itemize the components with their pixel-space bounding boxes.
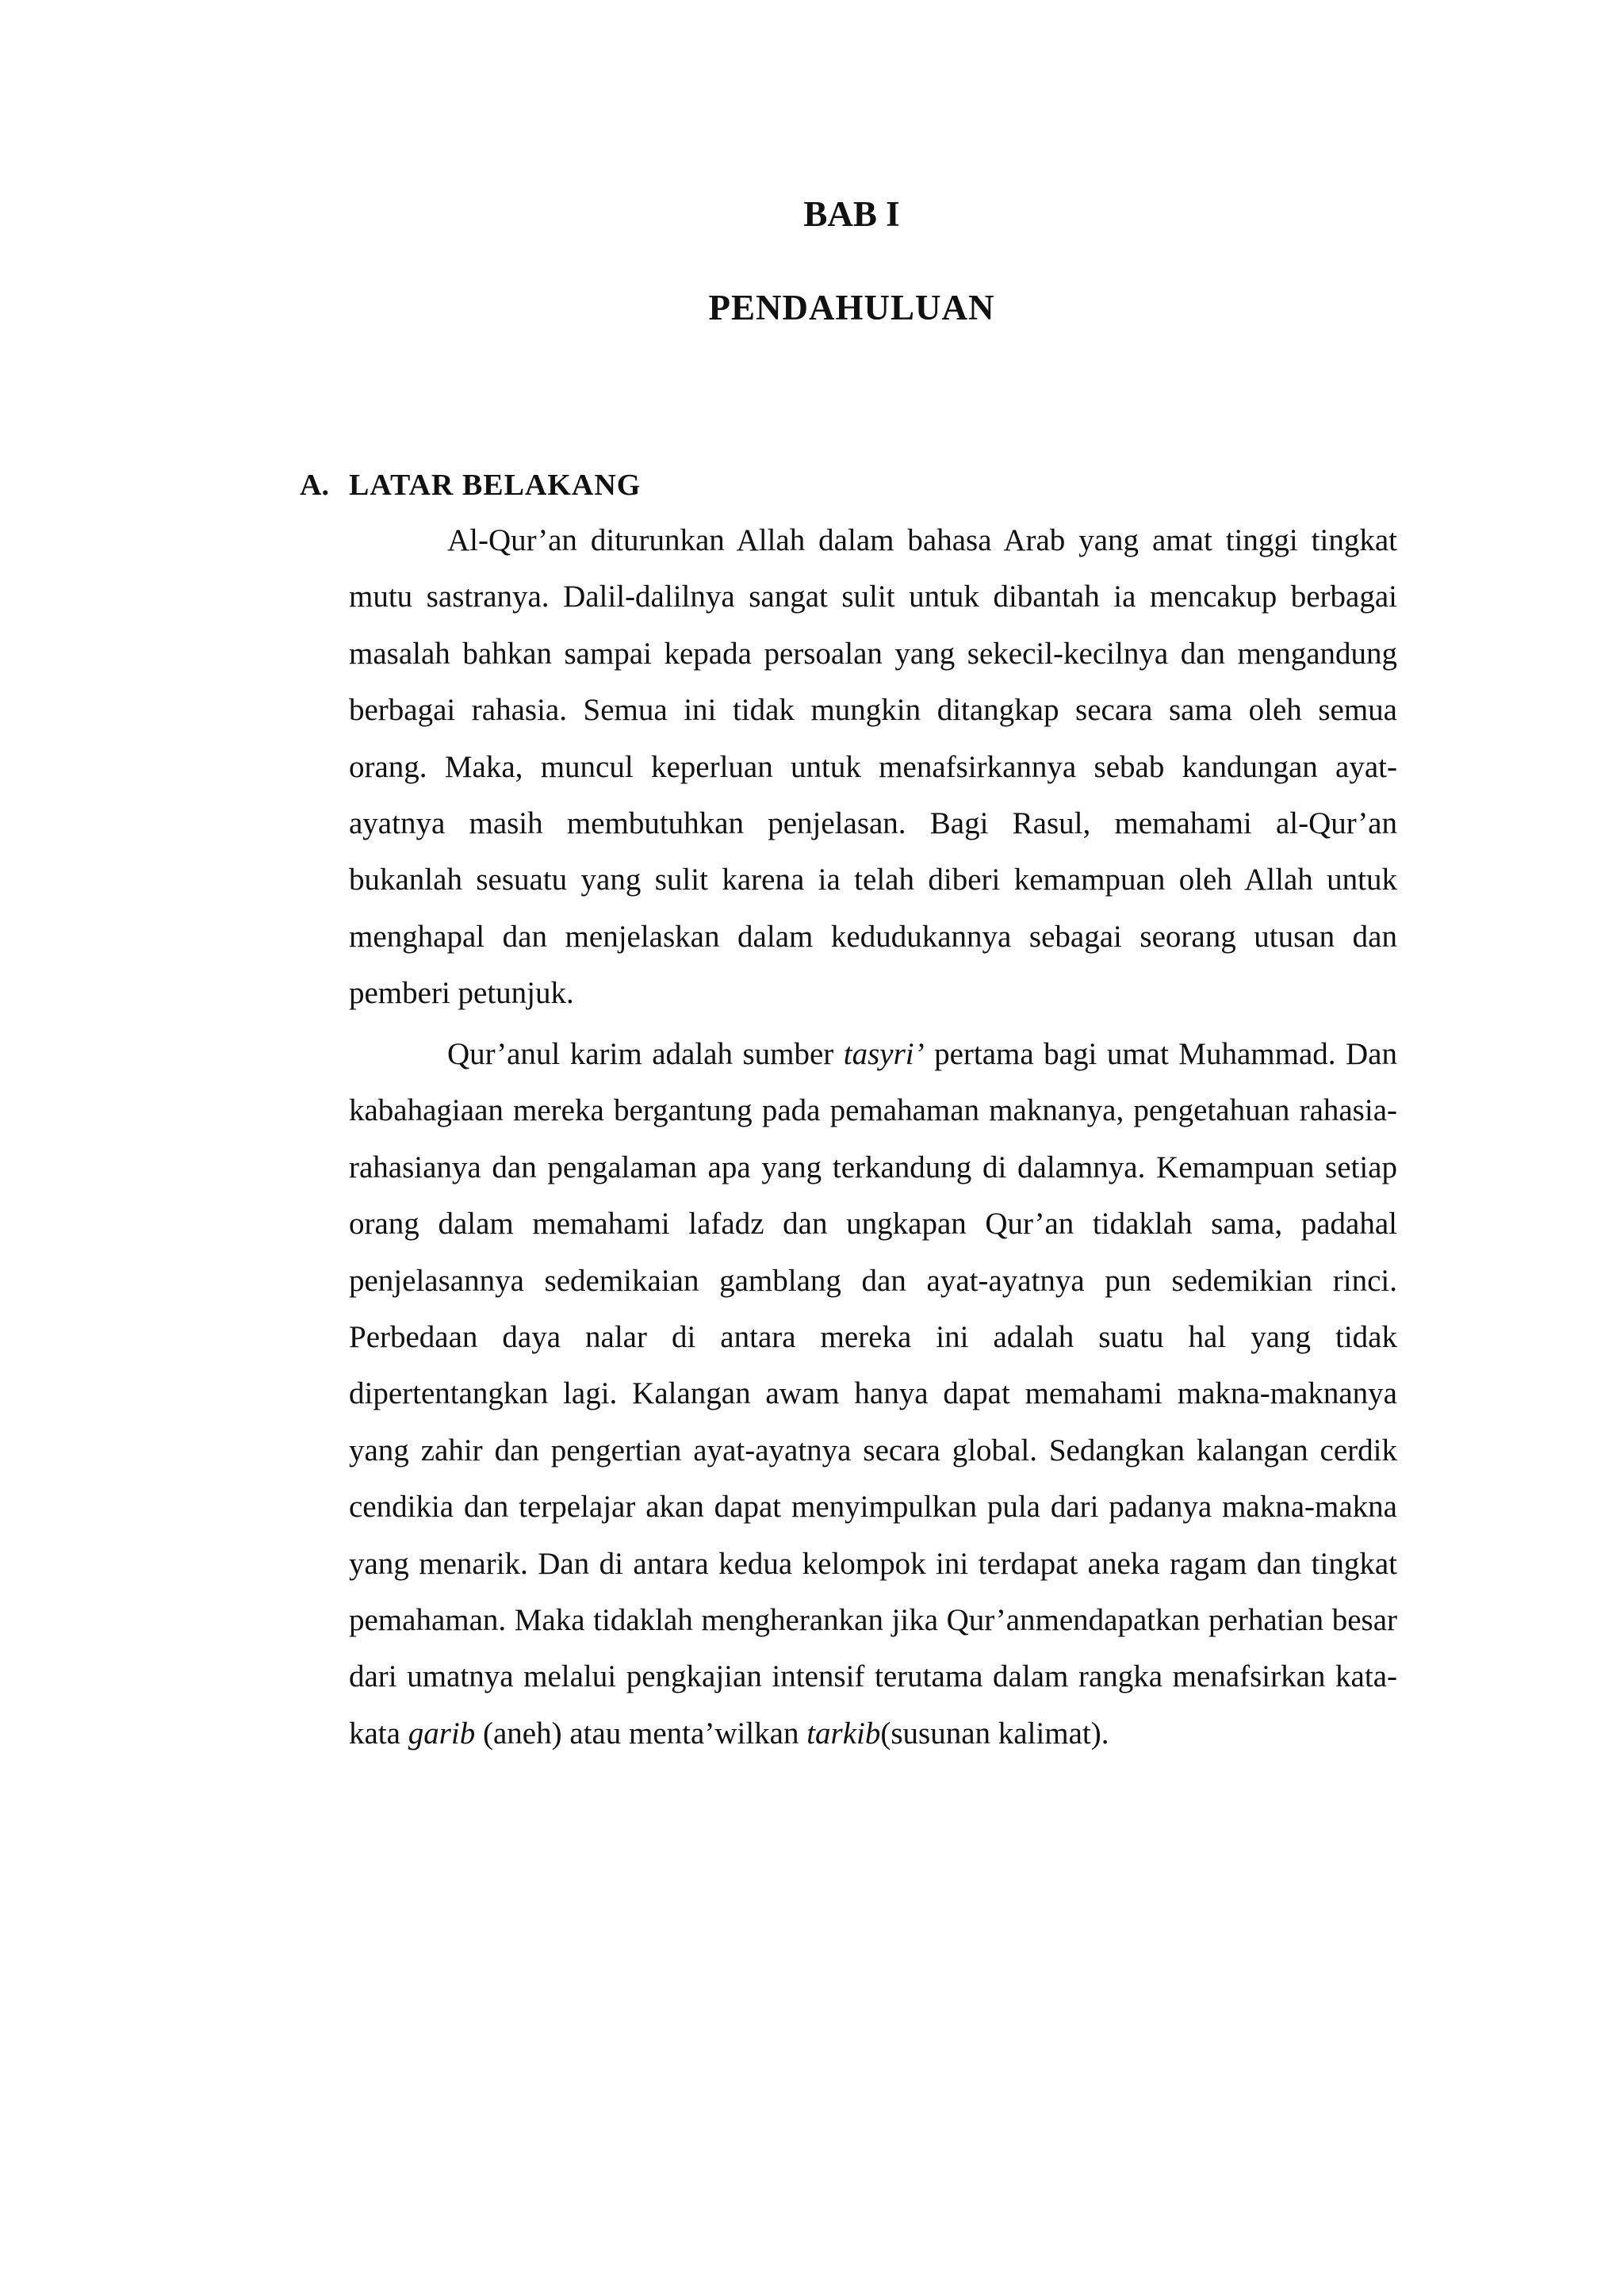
paragraph-1: Al-Qur’an diturunkan Allah dalam bahasa Arab yang amat tinggi tingkat mutu sastranya. Dalil-dalilnya sangat sulit untuk dibantah ia mencakup berbagai masalah bahkan sampai kepada persoalan yang sekecil-kecilnya dan mengandung berbagai rahasia. Semua ini tidak mungkin ditangkap secara sama oleh semua orang. Maka, muncul keperluan untuk menafsirkannya sebab kandungan ayat-ayatnya masih membutuhkan penjelasan. Bagi Rasul, memahami al-Qur’an bukanlah sesuatu yang sulit karena ia telah diberi kemampuan oleh Allah untuk menghapal dan menjelaskan dalam kedudukannya sebagai seorang utusan dan pemberi petunjuk. xyxy=(349,523,1397,1011)
chapter-title: PENDAHULUAN xyxy=(708,288,995,327)
paragraph-2-text-2: pertama bagi umat Muhammad. Dan kabahagiaan mereka bergantung pada pemahaman maknanya, pengetahuan rahasia-rahasianya dan pengalaman apa yang terkandung di dalamnya. Kemampuan setiap orang dalam memahami lafadz dan ungkapan Qur’an tidaklah sama, padahal penjelasannya sedemikaian gamblang dan ayat-ayatnya pun sedemikian rinci. Perbedaan daya nalar di antara mereka ini adalah suatu hal yang tidak dipertentangkan lagi. Kalangan awam hanya dapat memahami makna-maknanya yang zahir dan pengertian ayat-ayatnya secara global. Sedangkan kalangan cerdik cendikia dan terpelajar akan dapat menyimpulkan pula dari padanya makna-makna yang menarik. Dan di antara kedua kelompok ini terdapat aneka ragam dan tingkat pemahaman. Maka tidaklah mengherankan jika Qur’anmendapatkan perhatian besar dari umatnya melalui pengkajian intensif terutama dalam rangka menafsirkan kata-kata xyxy=(349,1037,1397,1751)
section-title: LATAR BELAKANG xyxy=(349,469,642,502)
paragraph-2-text-3: (aneh) atau menta’wilkan xyxy=(475,1716,807,1751)
term-tasyri: tasyri’ xyxy=(843,1037,925,1071)
section-heading xyxy=(300,463,641,507)
paragraph-1-block xyxy=(349,512,1397,1022)
section-letter: A. xyxy=(300,469,329,502)
paragraph-2-block xyxy=(349,1026,1397,1762)
chapter-number: BAB I xyxy=(803,194,900,234)
paragraph-2-text-4: (susunan kalimat). xyxy=(880,1716,1109,1751)
term-garib: garib xyxy=(408,1716,476,1751)
term-tarkib: tarkib xyxy=(806,1716,881,1751)
paragraph-2 xyxy=(349,1026,1397,1762)
paragraph-2-text-1: Qur’anul karim adalah sumber xyxy=(447,1037,844,1071)
